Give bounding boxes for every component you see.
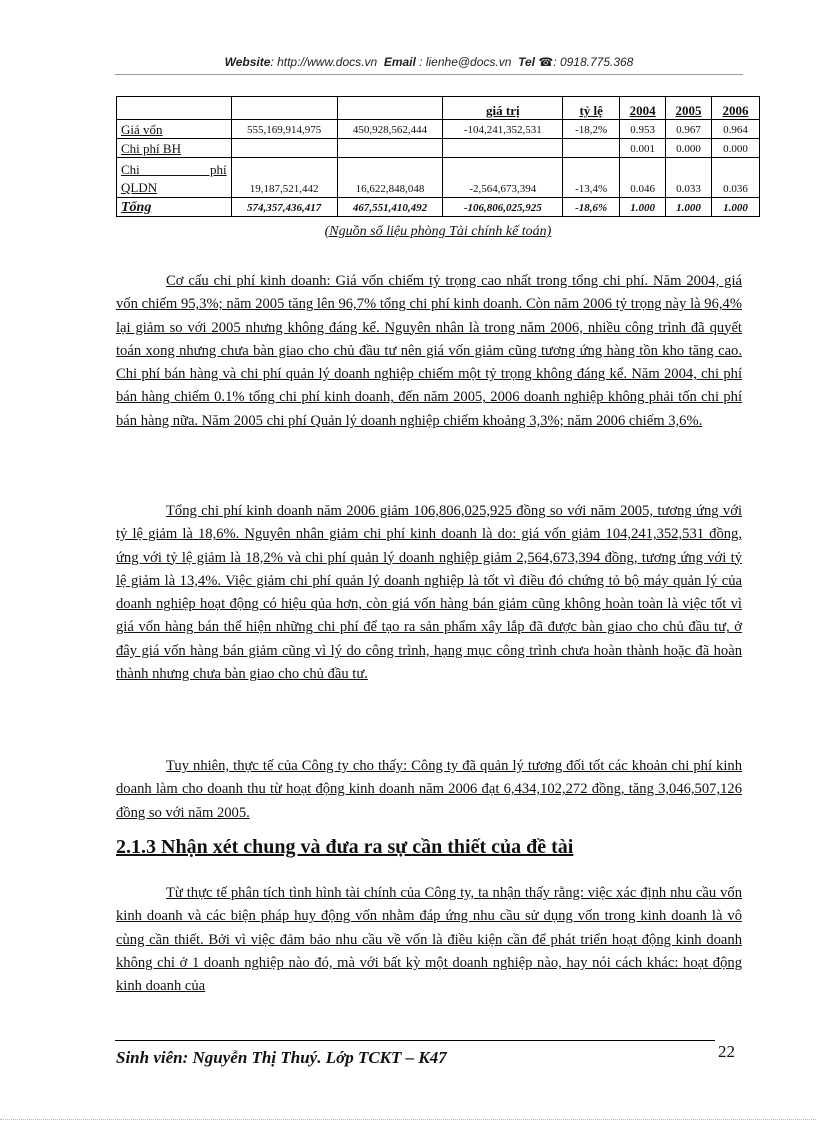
table-cell: 0.000	[666, 139, 712, 158]
table-cell: 0.001	[620, 139, 666, 158]
table-cell: 467,551,410,492	[337, 198, 443, 217]
row-label-bottom: QLDN	[121, 180, 158, 195]
table-row	[117, 139, 760, 158]
email-label: Email	[383, 55, 416, 69]
paragraph-section-intro: Từ thực tế phân tích tình hình tài chính của Công ty, ta nhận thấy rằng: việc xác định nhu cầu vốn kinh doanh và các biện pháp huy động vốn nhằm đáp ứng nhu cầu sử dụng vốn trong kinh doanh là vô cùng cần thiết. Bởi vì việc đảm bảo nhu cầu về vốn là điều kiện cần để phát triển hoạt động kinh doanh không chỉ ở 1 doanh nghiệp nào đó, mà với bất kỳ một doanh nghiệp nào, hay nói cách khác: hoạt động kinh doanh của	[116, 885, 742, 995]
cost-structure-table	[116, 96, 760, 217]
row-label-top: Chi phí	[121, 162, 227, 177]
tel-label: Tel	[518, 55, 535, 69]
table-cell: 0.964	[712, 120, 760, 139]
table-source-note: (Nguồn số liệu phòng Tài chính kế toán)	[324, 224, 552, 239]
table-cell: -104,241,352,531	[443, 120, 563, 139]
table-cell: -18,2%	[563, 120, 620, 139]
table-cell: 0.967	[666, 120, 712, 139]
table-header-cell: tỷ lệ	[563, 97, 620, 120]
table-cell: 555,169,914,975	[231, 120, 337, 139]
page-number: 22	[718, 1042, 735, 1061]
table-cell	[443, 139, 563, 158]
table-cell: 450,928,562,444	[337, 120, 443, 139]
table-cell: 19,187,521,442	[231, 158, 337, 198]
table-header-cell: giá trị	[443, 97, 563, 120]
table-cell: -2,564,673,394	[443, 158, 563, 198]
row-label	[117, 158, 232, 198]
row-label: Chi phí BH	[117, 139, 232, 158]
table-cell: -13,4%	[563, 158, 620, 198]
table-header-row	[117, 97, 760, 120]
row-label: Tổng	[117, 198, 232, 217]
table-header-cell	[337, 97, 443, 120]
table-row	[117, 120, 760, 139]
table-cell: 0.000	[712, 139, 760, 158]
header-divider	[115, 74, 743, 75]
table-cell: 0.046	[620, 158, 666, 198]
table-cell: -18,6%	[563, 198, 620, 217]
row-label: Giá vốn	[117, 120, 232, 139]
table-cell: 0.953	[620, 120, 666, 139]
table-header-cell: 2005	[666, 97, 712, 120]
phone-icon: ☎	[538, 55, 554, 69]
table-header-cell: 2006	[712, 97, 760, 120]
table-row	[117, 158, 760, 198]
website-label: Website	[224, 55, 271, 69]
table-total-row	[117, 198, 760, 217]
table-cell	[231, 139, 337, 158]
page-header	[115, 55, 743, 69]
section-heading: 2.1.3 Nhận xét chung và đưa ra sự cần thiết của đề tài	[116, 836, 574, 858]
table-cell: 1.000	[620, 198, 666, 217]
table-cell: 0.036	[712, 158, 760, 198]
table-cell	[337, 139, 443, 158]
page-edge	[0, 1119, 816, 1120]
table-cell: 1.000	[712, 198, 760, 217]
table-header-cell: 2004	[620, 97, 666, 120]
footer-student: Sinh viên: Nguyễn Thị Thuý. Lớp TCKT – K47	[116, 1048, 447, 1067]
footer-divider	[115, 1040, 715, 1041]
table-header-cell	[117, 97, 232, 120]
table-header-cell	[231, 97, 337, 120]
website-value[interactable]: : http://www.docs.vn	[270, 55, 378, 69]
table-cell	[563, 139, 620, 158]
table-cell: -106,806,025,925	[443, 198, 563, 217]
paragraph-conclusion: Tuy nhiên, thực tế của Công ty cho thấy: Công ty đã quản lý tương đối tốt các khoản chi phí kinh doanh làm cho doanh thu từ hoạt động kinh doanh năm 2006 đạt 6,434,102,272 đồng, tăng 3,046,507,126 đồng so với năm 2005.	[116, 758, 742, 821]
table-cell: 1.000	[666, 198, 712, 217]
table-cell: 574,357,436,417	[231, 198, 337, 217]
paragraph-total-cost: Tổng chi phí kinh doanh năm 2006 giảm 106,806,025,925 đồng so với năm 2005, tương ứng với tỷ lệ giảm là 18,6%. Nguyên nhân giảm chi phí kinh doanh là do: giá vốn giảm 104,241,352,531 đồng, ứng với tỷ lệ giảm là 18,2% và chi phí quản lý doanh nghiệp giảm 2,564,673,394 đồng, tương ứng với tỷ lệ giảm là 13,4%. Việc giảm chi phí quản lý doanh nghiệp là tốt vì điều đó chứng tỏ bộ máy quản lý của doanh nghiệp hoạt động có hiệu qủa hơn, còn giá vốn hàng bán giảm cũng không hoàn toàn là việc tốt vì giá vốn hàng bán thể hiện những chi phí để tạo ra sản phẩm xây lắp đã được bàn giao cho chủ đầu tư, ở đây giá vốn hàng bán giảm cũng vì lý do công trình, hạng mục công trình chưa hoàn thành hoặc đã hoàn thành nhưng chưa bàn giao cho chủ đầu tư.	[116, 503, 742, 683]
email-value[interactable]: : lienhe@docs.vn	[419, 55, 512, 69]
tel-value: : 0918.775.368	[553, 55, 634, 69]
table-cell: 0.033	[666, 158, 712, 198]
table-cell: 16,622,848,048	[337, 158, 443, 198]
paragraph-cost-structure: Cơ cấu chi phí kinh doanh: Giá vốn chiếm tỷ trọng cao nhất trong tổng chi phí. Năm 2004, giá vốn chiếm 95,3%; năm 2005 tăng lên 96,7% tổng chi phí kinh doanh. Còn năm 2006 tỷ trọng này là 96,4% lại giảm so với 2005 nhưng không đáng kể. Nguyên nhân là trong năm 2006, nhiều công trình đã quyết toán xong nhưng chưa bàn giao cho chủ đầu tư nên giá vốn giảm cũng tương ứng hàng tồn kho tăng cao. Chi phí bán hàng và chi phí quản lý doanh nghiệp chiếm một tỷ trọng không đáng kể. Năm 2004, chi phí bán hàng chiếm 0.1% tổng chi phí kinh doanh, đến năm 2005, 2006 doanh nghiệp không phải tốn chi phí bán hàng nữa. Năm 2005 chi phí Quản lý doanh nghiệp chiếm khoảng 3,3%; năm 2006 chiếm 3,6%.	[116, 273, 742, 429]
